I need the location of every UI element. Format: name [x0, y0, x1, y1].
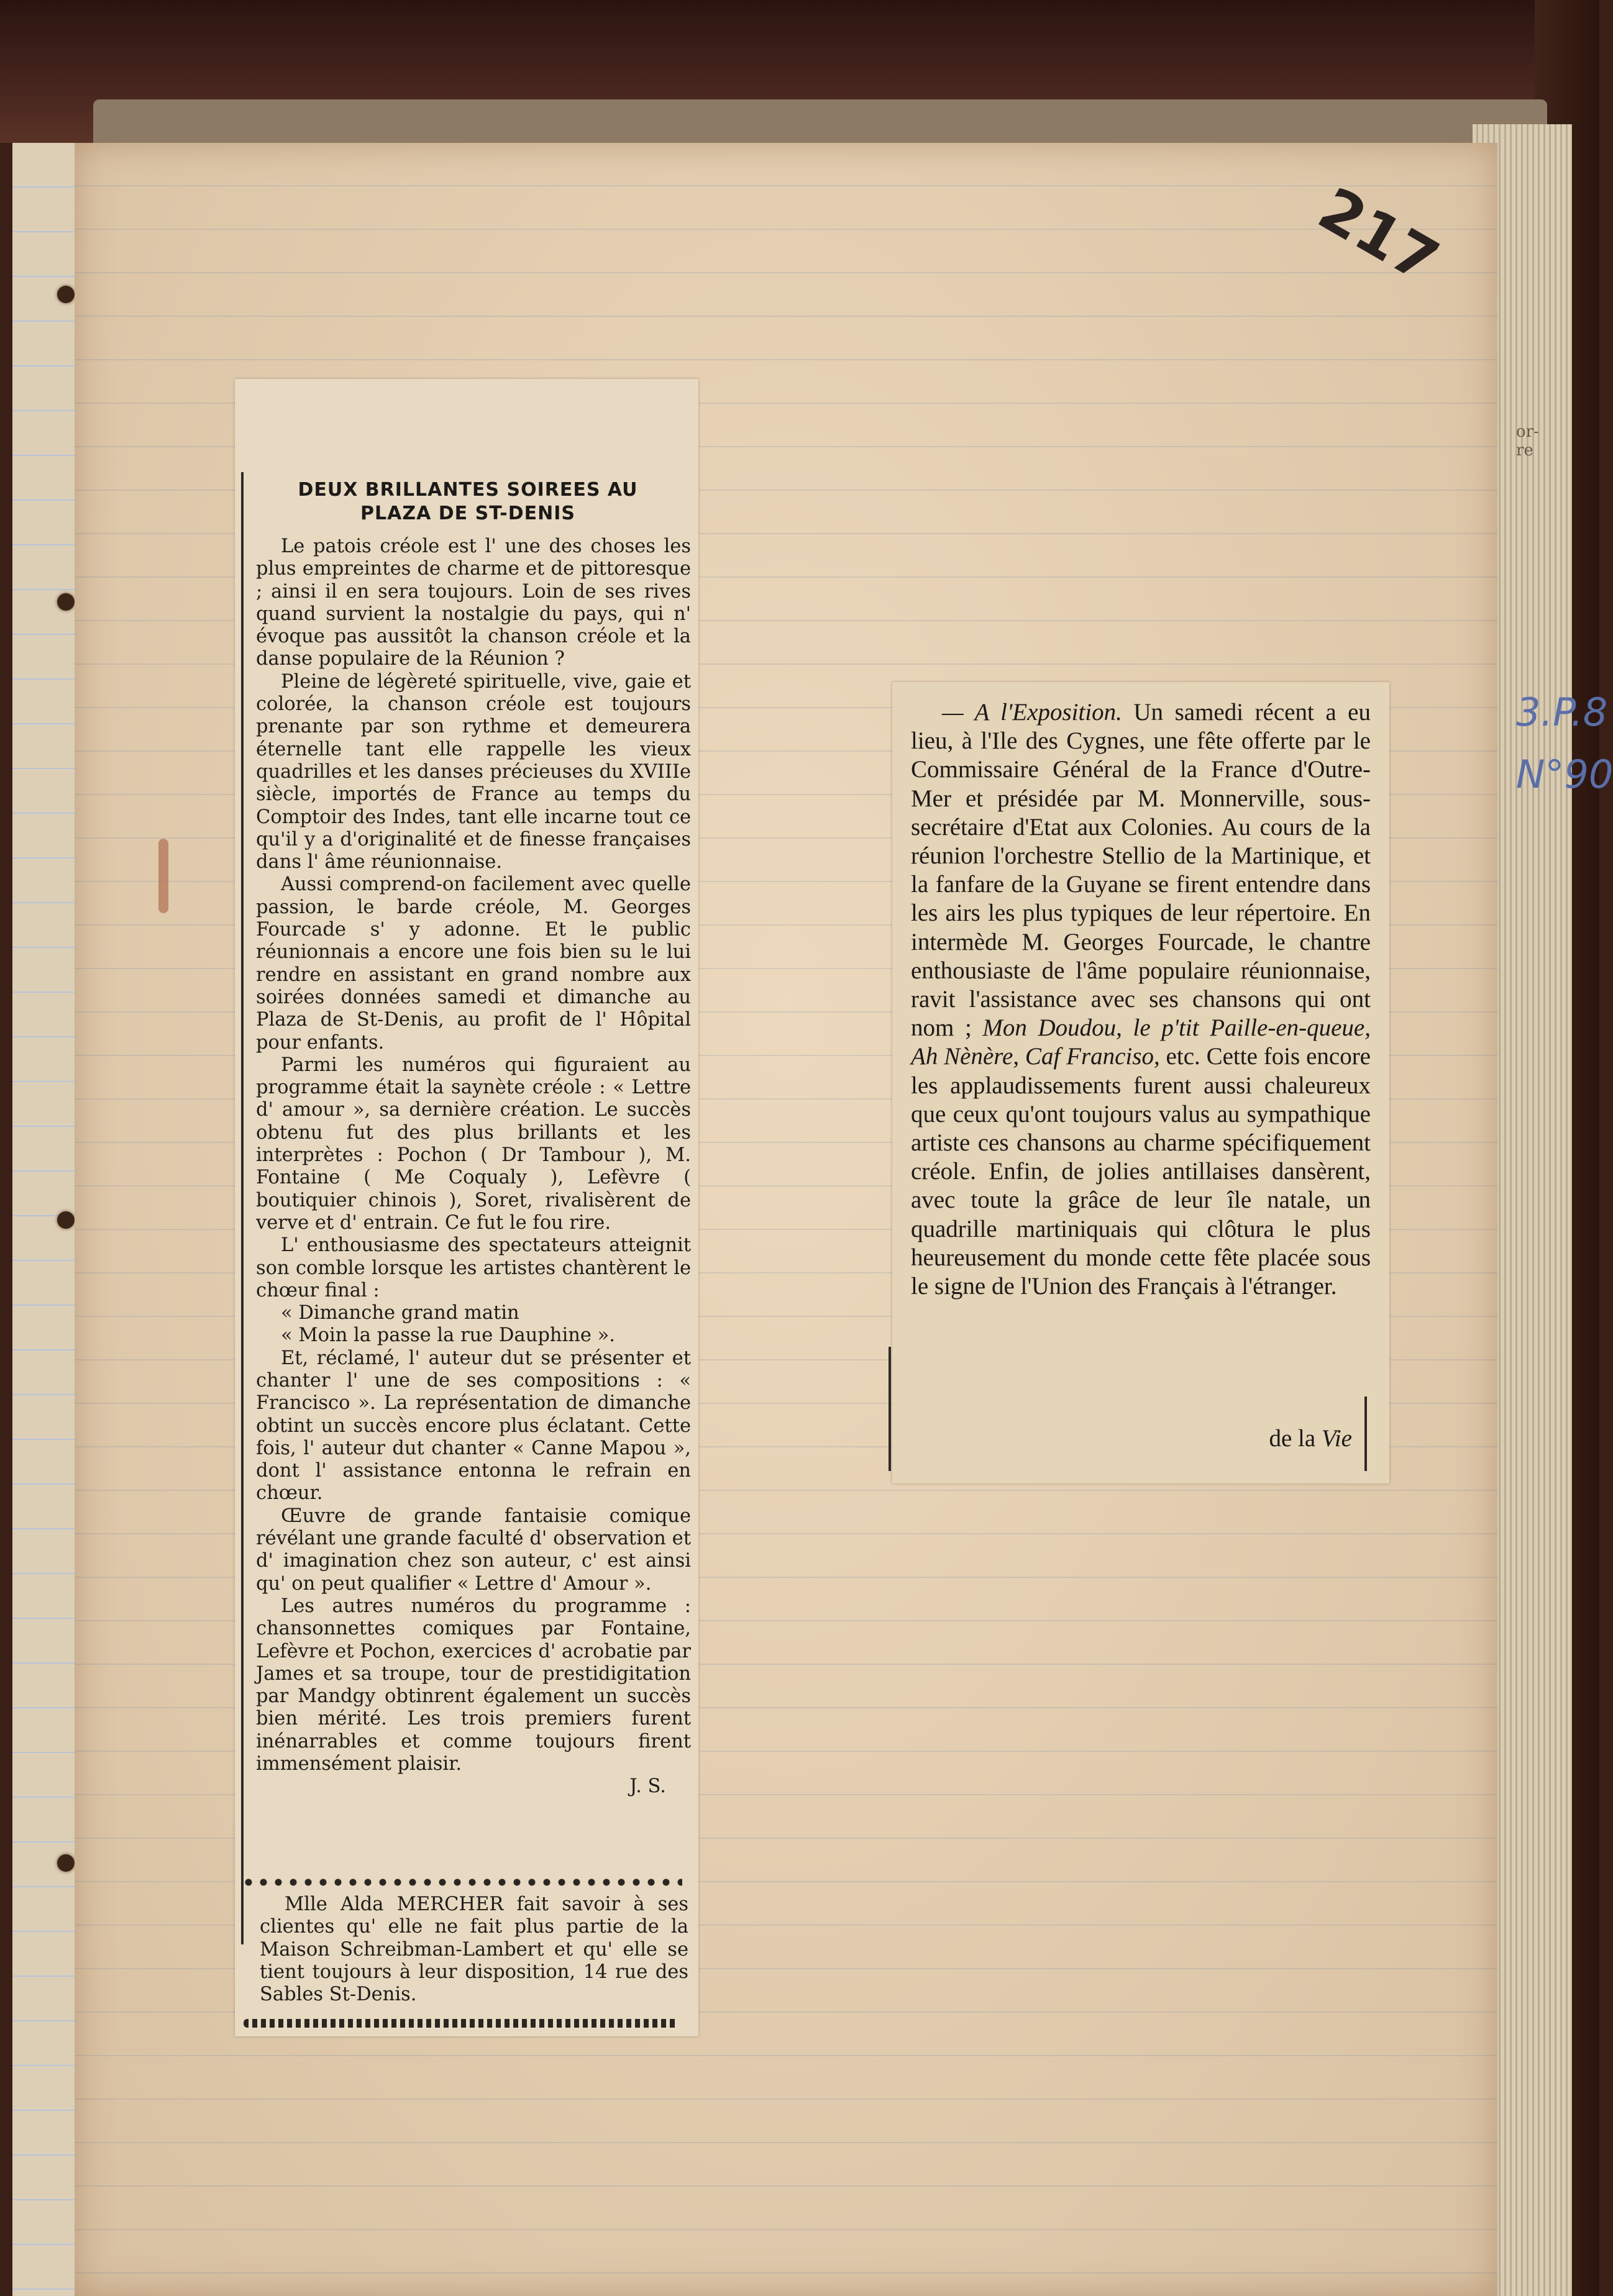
- clipping-right: [892, 682, 1389, 1483]
- column-rule: [889, 1347, 891, 1471]
- paragraph: Parmi les numéros qui figuraient au programme était la saynète créole : « Lettre d' amour », sa dernière création. Le succès obtenu fut des plus brillants et les interprètes : Pochon ( Dr Tambour ), M. Fontaine ( Me Coqualy ), Lefèvre ( boutiquier chinois ), Soret, rivalisèrent de verve et d' entrain. Ce fut le fou rire.: [256, 1054, 691, 1234]
- binding-hole: [57, 1854, 75, 1872]
- binding-hole: [57, 1211, 75, 1229]
- paragraph: Le patois créole est l' une des choses les plus empreintes de charme et de pittoresque ; ainsi il en sera toujours. Loin de ses rives quand survient la nostalgie du pays, qui n' évoque pas aussitôt la chanson créole et la danse populaire de la Réunion ?: [256, 535, 691, 670]
- paragraph: Aussi comprend-on facilement avec quelle passion, le barde créole, M. Georges Fourcade s' y adonne. Et le public réunionnais a encore une fois bien su le lui rendre en assistant en grand nombre aux soirées données samedi et dimanche au Plaza de St-Denis, au profit de l' Hôpital pour enfants.: [256, 873, 691, 1054]
- paragraph: [911, 698, 1371, 1301]
- body-text: Un samedi récent a eu lieu, à l'Ile des Cygnes, une fête offerte par le Commissaire Général de la France d'Outre-Mer et présidée par M. Monnerville, sous-secrétaire d'Etat aux Colonies. Au cours de la réunion l'orchestre Stellio de la Martinique, et la fanfare de la Guyane se firent entendre dans les airs les plus typiques de leur répertoire. En intermède M. Georges Fourcade, le chantre enthousiaste de l'âme populaire réunionnaise, ravit l'assistance avec ses chansons qui ont nom ;: [911, 699, 1371, 1042]
- margin-note: N°90: [1516, 752, 1613, 797]
- song-quote: « Dimanche grand matin: [281, 1302, 519, 1324]
- article-body: [911, 698, 1371, 1301]
- article-body: [256, 535, 691, 1798]
- wavy-separator: [244, 2019, 679, 2028]
- paragraph: Œuvre de grande fantaisie comique révélant une grande faculté d' observation et d' imagination chez son auteur, c' est ainsi qu' on peut qualifier « Lettre d' Amour ».: [256, 1505, 691, 1595]
- dotted-separator: [241, 1876, 682, 1888]
- ink-stain: [158, 839, 168, 913]
- clipping-title: [266, 478, 670, 526]
- column-rule: [1364, 1396, 1367, 1471]
- source-attribution: [1104, 1424, 1352, 1452]
- binding-hole: [57, 593, 75, 611]
- clipping-left: [235, 379, 698, 2036]
- title-line-1: DEUX BRILLANTES SOIREES AU: [298, 479, 638, 501]
- paragraph: Les autres numéros du programme : chansonnettes comiques par Fontaine, Lefèvre et Pochon, exercices d' acrobatie par James et sa troupe, tour de prestidigitation par Mandgy obtinrent également un succès bien mérité. Les trois premiers furent inénarrables et comme toujours firent immensément plaisir.: [256, 1595, 691, 1775]
- song-titles: Mon Doudou, le p'tit Paille-en-queue, Ah Nènère, Caf Franciso,: [911, 1014, 1371, 1070]
- paragraph: Pleine de légèreté spirituelle, vive, gaie et colorée, la chanson créole est toujours prenante par son rythme et demeurera éternelle tant elle rappelle les vieux quadrilles et les danses précieuses du XVIIIe siècle, importés de France au temps du Comptoir des Indes, tant elle incarne tout ce qu'il y a d'originalité et de finesse françaises dans l' âme réunionnaise.: [256, 670, 691, 873]
- tab-note: [1516, 422, 1539, 460]
- tab-note-text: or- re: [1516, 422, 1539, 460]
- column-rule: [241, 472, 256, 1944]
- margin-note: 3.P.8: [1516, 690, 1608, 735]
- source-prefix: de la: [1269, 1425, 1322, 1452]
- lead-heading: — A l'Exposition.: [942, 699, 1122, 726]
- page-number: 217: [1307, 174, 1450, 297]
- binding-hole: [57, 286, 75, 303]
- song-quote: « Moin la passe la rue Dauphine ».: [281, 1324, 615, 1347]
- source-name: Vie: [1321, 1425, 1352, 1452]
- title-line-2: PLAZA DE ST-DENIS: [360, 503, 575, 524]
- paragraph: Et, réclamé, l' auteur dut se présenter et chanter l' une de ses compositions : « Francisco ». La représentation de dimanche obtint un succès encore plus éclatant. Cette fois, l' auteur dut chanter « Canne Mapou », dont l' assistance entonna le refrain en chœur.: [256, 1347, 691, 1505]
- signature: J. S.: [629, 1775, 666, 1798]
- notice-text: Mlle Alda MERCHER fait savoir à ses clientes qu' elle ne fait plus partie de la Maison Schreibman-Lambert et qu' elle se tient toujours à leur disposition, 14 rue des Sables St-Denis.: [260, 1893, 688, 2006]
- paragraph: L' enthousiasme des spectateurs atteignit son comble lorsque les artistes chantèrent le chœur final :: [256, 1234, 691, 1301]
- body-text: etc. Cette fois encore les applaudissements furent aussi chaleureux que ceux qu'ont toujours valus au sympathique artiste ces chansons au charme spécifiquement créole. Enfin, de jolies antillaises dansèrent, avec toute la grâce de leur île natale, un quadrille martiniquais qui clôtura le plus heureusement du monde cette fête placée sous le signe de l'Union des Français à l'étranger.: [911, 1043, 1371, 1300]
- notice: [260, 1893, 688, 2006]
